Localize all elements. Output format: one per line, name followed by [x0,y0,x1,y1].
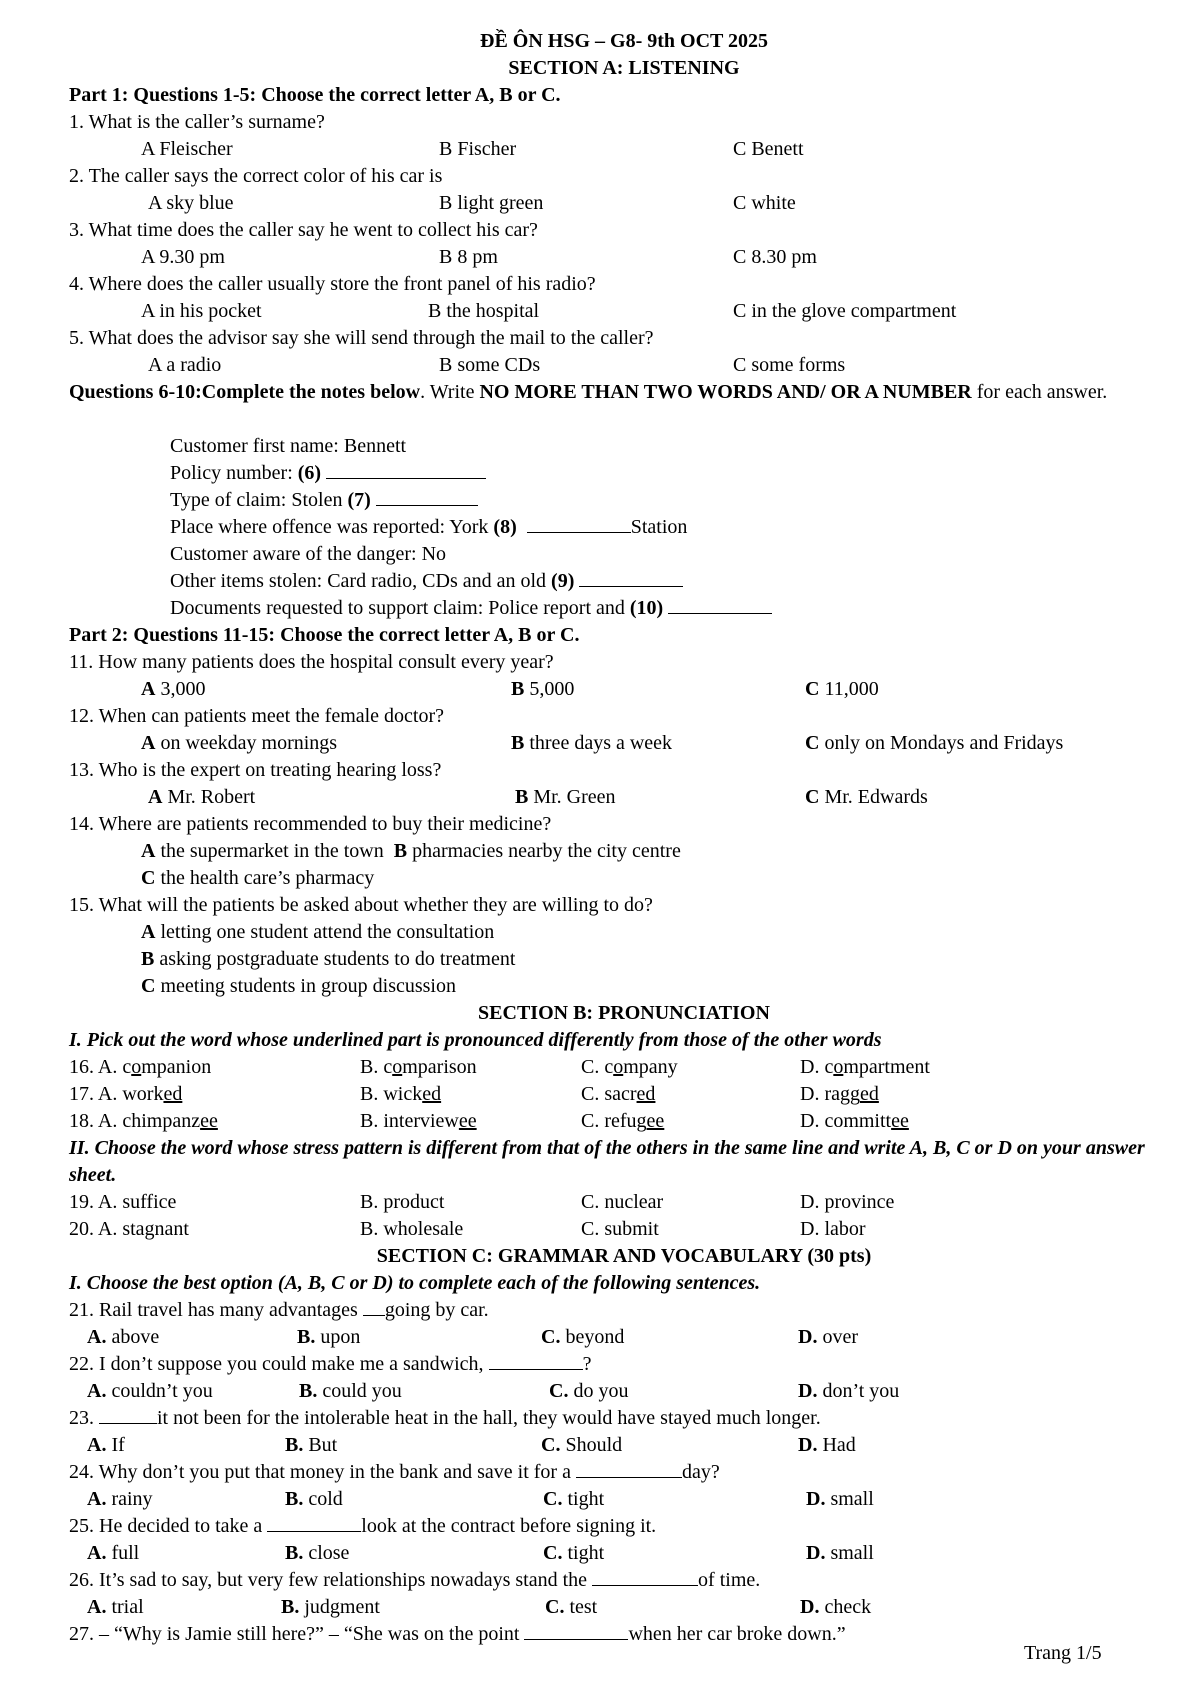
option-a: 20. A. stagnant [69,1218,189,1240]
blank-24[interactable] [576,1459,682,1478]
question-text: 1. What is the caller’s surname? [69,111,325,133]
option-b: B the hospital [428,300,540,322]
option-a: A. above [87,1326,160,1348]
options-row [69,1540,1169,1567]
question-22 [69,1351,1169,1405]
options-row [69,730,1169,757]
option-c: C some forms [733,354,846,376]
option-b: B Fischer [439,138,517,160]
question-25 [69,1513,1169,1567]
option-b: B three days a week [511,732,673,754]
options-row [69,136,1169,163]
option-d: D. small [806,1542,874,1564]
option-b: B. close [285,1542,350,1564]
option-a: A. couldn’t you [87,1380,213,1402]
blank-8[interactable] [527,514,631,533]
option-d: D. small [806,1488,874,1510]
part1-heading: Part 1: Questions 1-5: Choose the correct letter A, B or C. [69,84,561,106]
option-a: A. full [87,1542,140,1564]
blank-9[interactable] [579,568,683,587]
option-c: C. beyond [541,1326,625,1348]
option-a: 18. A. chimpanzee [69,1110,218,1132]
option-d: D. ragged [800,1083,879,1105]
option-c: C. sacred [581,1083,656,1105]
option-b: B. comparison [360,1056,477,1078]
option-c: C. Should [541,1434,623,1456]
option-d: D. Had [798,1434,856,1456]
option-d: D. don’t you [798,1380,900,1402]
option-d: D. labor [800,1218,866,1240]
section-b-title: SECTION B: PRONUNCIATION [478,1002,770,1024]
note-item: Customer first name: Bennett [170,435,407,457]
option-a: A 9.30 pm [141,246,225,268]
part2-heading: Part 2: Questions 11-15: Choose the correct letter A, B or C. [69,624,580,646]
question-text: 23. it not been for the intolerable heat in the hall, they would have stayed much longer. [69,1407,821,1429]
page-number: Trang 1/5 [1024,1642,1102,1664]
option-b: B pharmacies nearby the city centre [393,840,681,862]
section-c-title: SECTION C: GRAMMAR AND VOCABULARY (30 pts) [376,1245,872,1267]
options-row [69,1594,1169,1621]
option-c: C 11,000 [805,678,879,700]
question-21 [69,1297,1169,1351]
options-row [69,1432,1169,1459]
question-26 [69,1567,1169,1621]
question-16 [69,1054,1169,1081]
question-19 [69,1189,1169,1216]
option-d: D. committee [800,1110,909,1132]
option-c: C. tight [543,1542,605,1564]
option-b: B. wicked [360,1083,442,1105]
blank-26[interactable] [592,1567,698,1586]
option-c: C. tight [543,1488,605,1510]
option-d: D. province [800,1191,895,1213]
option-b: B some CDs [439,354,541,376]
question-text: 21. Rail travel has many advantages going by car. [69,1299,489,1321]
question-24 [69,1459,1169,1513]
question-11 [69,649,1169,703]
options-row [69,298,1169,325]
options-row [69,352,1169,379]
option-c: C Mr. Edwards [805,786,928,808]
option-b: B. product [360,1191,445,1213]
blank-21[interactable] [363,1297,385,1316]
option-c: C. test [545,1596,598,1618]
question-1 [69,109,1169,163]
option-b: B. judgment [281,1596,380,1618]
question-text: 22. I don’t suppose you could make me a sandwich, ? [69,1353,592,1375]
question-23 [69,1405,1169,1459]
question-text: 12. When can patients meet the female doctor? [69,705,445,727]
option-a: A Mr. Robert [148,786,256,808]
option-c: C. submit [581,1218,659,1240]
option-c: C. refugee [581,1110,665,1132]
option-c: C Benett [733,138,804,160]
option-a: A on weekday mornings [141,732,338,754]
question-13 [69,757,1169,811]
option-a: A a radio [148,354,222,376]
question-12 [69,703,1169,757]
option-b: B asking postgraduate students to do treatment [141,948,516,970]
question-text: 26. It’s sad to say, but very few relationships nowadays stand the of time. [69,1569,761,1591]
question-20 [69,1216,1169,1243]
option-c: C white [733,192,796,214]
notes-list [69,433,1169,622]
blank-27[interactable] [524,1621,628,1640]
question-17 [69,1081,1169,1108]
question-text: 27. – “Why is Jamie still here?” – “She was on the point when her car broke down.” [69,1623,846,1645]
exam-title: ĐỀ ÔN HSG – G8- 9th OCT 2025 [480,30,768,52]
option-c: C. do you [549,1380,629,1402]
question-text: 24. Why don’t you put that money in the bank and save it for a day? [69,1461,720,1483]
option-a: A. trial [87,1596,144,1618]
option-b: B. wholesale [360,1218,464,1240]
option-b: B Mr. Green [515,786,616,808]
option-a: A letting one student attend the consultation [141,921,495,943]
option-a: A. If [87,1434,125,1456]
question-text: 25. He decided to take a look at the contract before signing it. [69,1515,657,1537]
blank-6[interactable] [326,460,486,479]
options-row [69,676,1169,703]
blank-10[interactable] [668,595,772,614]
options-row [69,190,1169,217]
option-a: A in his pocket [141,300,262,322]
option-d: D. check [800,1596,872,1618]
option-c: C meeting students in group discussion [141,975,456,997]
option-c: C the health care’s pharmacy [141,867,375,889]
option-b: B 8 pm [439,246,498,268]
question-text: 3. What time does the caller say he went to collect his car? [69,219,538,241]
option-b: B. could you [299,1380,402,1402]
blank-25[interactable] [267,1513,361,1532]
option-c: C. company [581,1056,678,1078]
exam-page [69,28,1169,1648]
question-text: 5. What does the advisor say she will send through the mail to the caller? [69,327,654,349]
options-row [69,244,1169,271]
question-4 [69,271,1169,325]
option-c: C. nuclear [581,1191,664,1213]
option-d: D. compartment [800,1056,930,1078]
option-a: 17. A. worked [69,1083,183,1105]
option-c: C only on Mondays and Fridays [805,732,1064,754]
question-3 [69,217,1169,271]
options-row [69,1324,1169,1351]
option-a: A the supermarket in the town [141,840,384,862]
options-row [69,1378,1169,1405]
blank-22[interactable] [489,1351,583,1370]
note-item: Policy number: (6) [170,460,1169,487]
blank-7[interactable] [376,487,478,506]
question-18 [69,1108,1169,1135]
option-a: A Fleischer [141,138,233,160]
note-item: Other items stolen: Card radio, CDs and an old (9) [170,568,1169,595]
option-a: A 3,000 [141,678,206,700]
notes-heading: Questions 6-10:Complete the notes below. Write NO MORE THAN TWO WORDS AND/ OR A NUMBER for each answer. [69,381,1108,403]
question-text: 11. How many patients does the hospital consult every year? [69,651,554,673]
option-a: A sky blue [148,192,234,214]
options-row [69,784,1169,811]
question-5 [69,325,1169,379]
question-14 [69,811,1169,892]
note-item: Customer aware of the danger: No [170,543,447,565]
question-2 [69,163,1169,217]
blank-23[interactable] [99,1405,157,1424]
option-d: D. over [798,1326,858,1348]
section-a-title: SECTION A: LISTENING [508,57,740,79]
option-b: B. interviewee [360,1110,477,1132]
question-27 [69,1621,1169,1648]
option-c: C in the glove compartment [733,300,957,322]
question-text: 4. Where does the caller usually store the front panel of his radio? [69,273,596,295]
option-b: B. upon [297,1326,361,1348]
note-item: Type of claim: Stolen (7) [170,487,1169,514]
option-b: B. But [285,1434,338,1456]
option-b: B light green [439,192,544,214]
option-a: 16. A. companion [69,1056,212,1078]
note-item: Place where offence was reported: York (8) Station [170,516,688,538]
option-b: B. cold [285,1488,343,1510]
section-b-instruction-2: II. Choose the word whose stress pattern is different from that of the others in the same line and write A, B, C or D on your answer sheet. [69,1137,1145,1186]
question-15 [69,892,1169,1000]
section-b-instruction-1: I. Pick out the word whose underlined part is pronounced differently from those of the other words [69,1029,882,1051]
option-a: A. rainy [87,1488,153,1510]
option-a: 19. A. suffice [69,1191,177,1213]
note-item: Documents requested to support claim: Police report and (10) [170,595,1169,622]
section-c-instruction: I. Choose the best option (A, B, C or D) to complete each of the following sentences. [69,1272,761,1294]
question-text: 14. Where are patients recommended to buy their medicine? [69,813,552,835]
option-c: C 8.30 pm [733,246,817,268]
option-b: B 5,000 [511,678,575,700]
options-row [69,1486,1169,1513]
options-row [69,838,1169,865]
question-text: 13. Who is the expert on treating hearing loss? [69,759,442,781]
question-text: 2. The caller says the correct color of his car is [69,165,443,187]
question-text: 15. What will the patients be asked about whether they are willing to do? [69,894,653,916]
